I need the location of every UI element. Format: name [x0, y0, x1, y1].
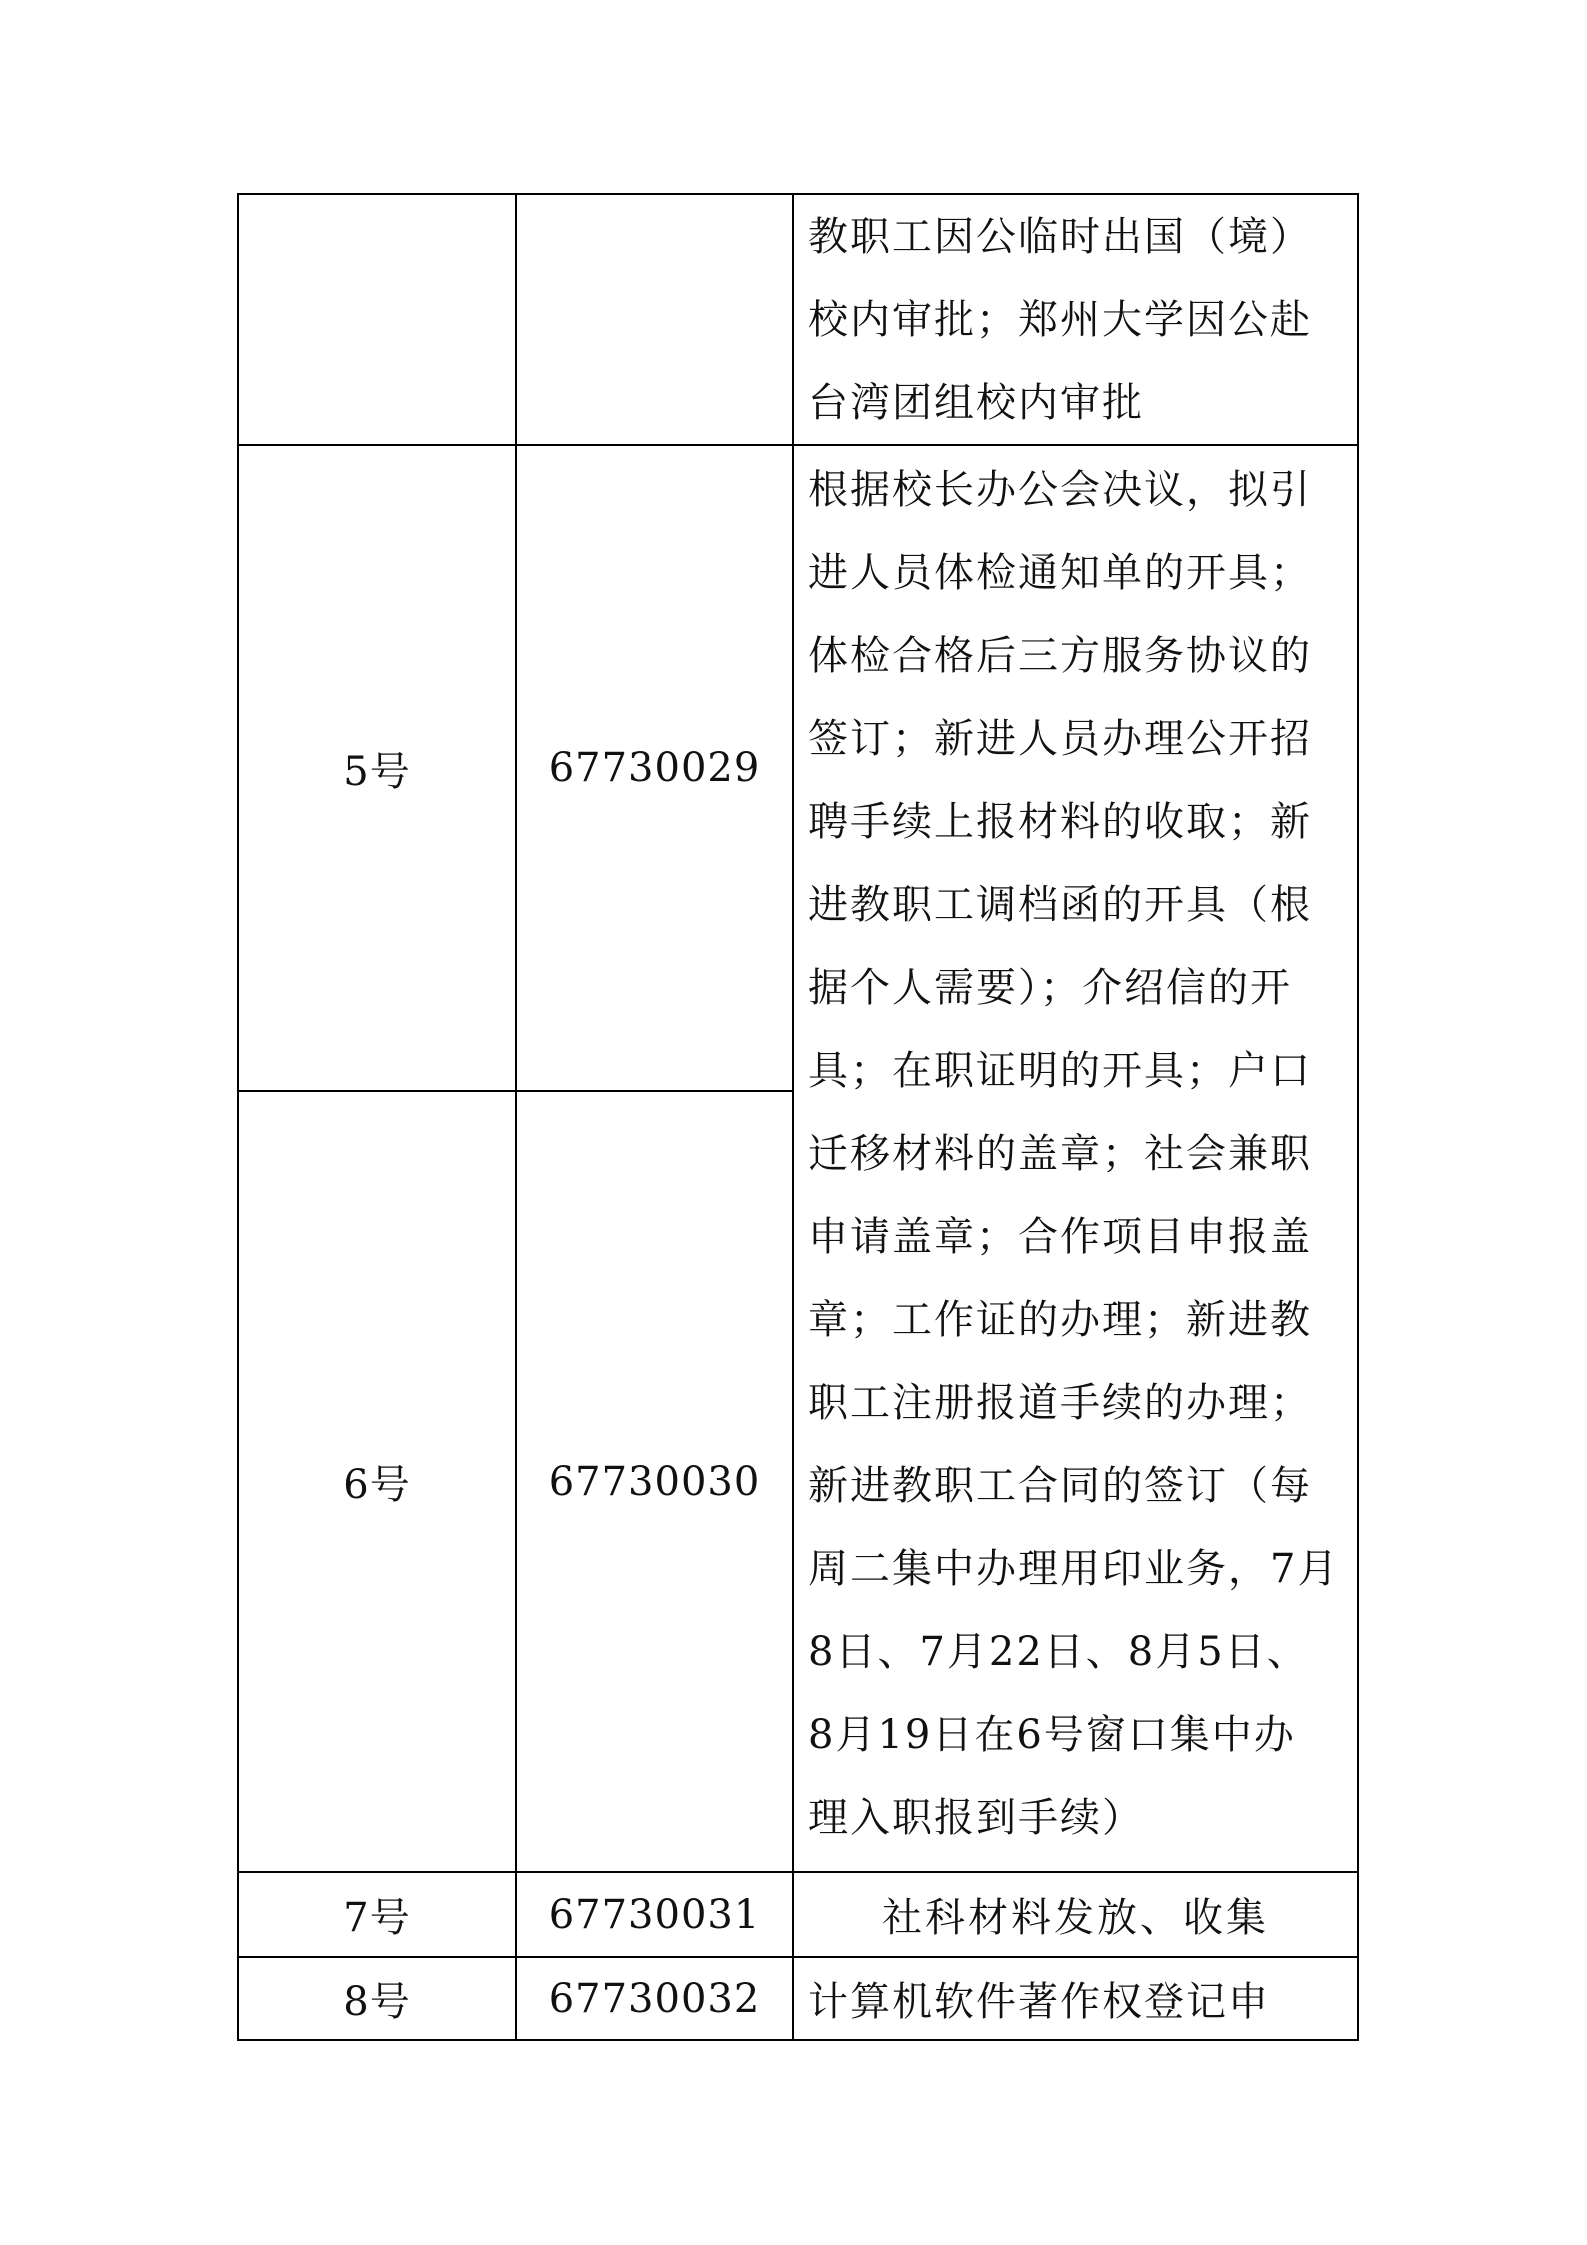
window-number-7: 7号: [343, 1895, 411, 1941]
duty-line: 体检合格后三方服务协议的: [808, 633, 1312, 679]
duty-line: 8日、7月22日、8月5日、: [808, 1629, 1309, 1675]
window-number-5: 5号: [343, 748, 411, 795]
duty-line: 校内审批；郑州大学因公赴: [808, 297, 1312, 343]
duty-line: 进人员体检通知单的开具；: [808, 550, 1312, 596]
row-7-duties: 社科材料发放、收集: [882, 1895, 1269, 1941]
duty-line: 迁移材料的盖章；社会兼职: [808, 1131, 1312, 1177]
duty-line: 周二集中办理用印业务，7月: [808, 1546, 1340, 1592]
row-1-duties: [808, 196, 1312, 445]
duty-line: 章；工作证的办理；新进教: [808, 1297, 1312, 1343]
window-number-8: 8号: [343, 1979, 411, 2025]
duty-line: 具；在职证明的开具；户口: [808, 1048, 1312, 1094]
row-8-duties: 计算机软件著作权登记申: [808, 1979, 1270, 2025]
duty-line: 签订；新进人员办理公开招: [808, 716, 1312, 762]
window-number-6: 6号: [343, 1462, 411, 1508]
duty-line: 台湾团组校内审批: [808, 380, 1144, 426]
column-divider-2: [792, 193, 794, 2041]
phone-number-6: 67730030: [548, 1458, 761, 1505]
duty-line: 理入职报到手续）: [808, 1795, 1144, 1841]
phone-number-5: 67730029: [548, 745, 761, 791]
duty-line: 8月19日在6号窗口集中办: [808, 1712, 1296, 1758]
duty-line: 据个人需要）；介绍信的开: [808, 965, 1292, 1011]
row-5-6-duties: [808, 449, 1339, 1860]
duty-line: 申请盖章；合作项目申报盖: [808, 1214, 1312, 1260]
table-border-right: [1357, 193, 1359, 2041]
phone-number-8: 67730032: [548, 1975, 761, 2022]
duty-line: 新进教职工合同的签订（每: [808, 1463, 1312, 1509]
duty-line: 根据校长办公会决议，拟引: [808, 467, 1312, 513]
table-border-bottom: [237, 2039, 1359, 2041]
table-border-top: [237, 193, 1359, 195]
duty-line: 进教职工调档函的开具（根: [808, 882, 1312, 928]
phone-number-7: 67730031: [548, 1891, 761, 1938]
duty-line: 职工注册报道手续的办理；: [808, 1380, 1312, 1426]
duty-line: 聘手续上报材料的收取；新: [808, 799, 1312, 845]
duty-line: 教职工因公临时出国（境）: [808, 214, 1312, 260]
